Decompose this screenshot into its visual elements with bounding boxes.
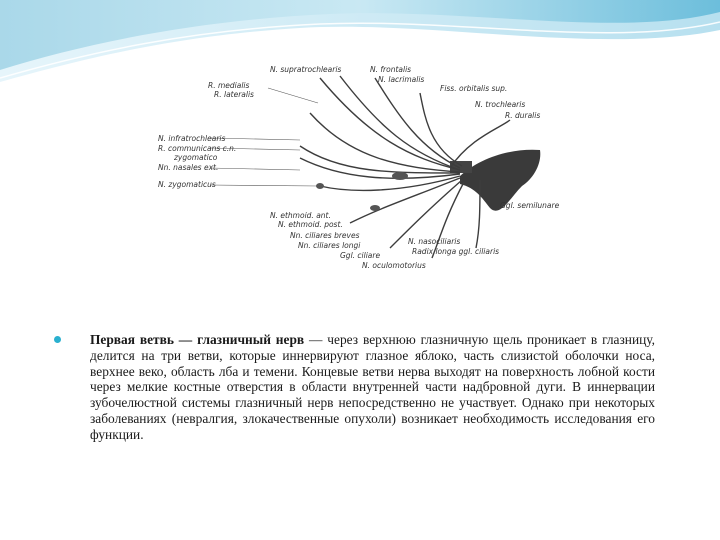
description-text: — через верхнюю глазничную щель проникает в глазницу, делится на три ветви, которые иннервируют глазное яблоко, часть слизистой оболочки носа, верхнее веко, область лба и темени. Концевые ветви нерва выходят на поверхность лобной кости через мелкие костные отверстия в области внутренней части надбровной дуги. В иннервации зубочелюстной системы глазничный нерв непосредственно не участвует. Однако при некоторых заболеваниях (невралгия, злокачественные опухоли) возникает необходимость исследования его функции. bbox=[90, 332, 655, 442]
label-r-duralis: R. duralis bbox=[505, 111, 541, 120]
label-ethmoid-ant: N. ethmoid. ant. bbox=[270, 211, 331, 220]
label-ggl-semilunare: Ggl. semilunare bbox=[500, 201, 560, 210]
label-ethmoid-post: N. ethmoid. post. bbox=[278, 220, 343, 229]
label-zygomaticus: N. zygomaticus bbox=[158, 180, 216, 189]
label-radix-longa: Radix longa ggl. ciliaris bbox=[412, 247, 500, 256]
label-oculomotorius: N. oculomotorius bbox=[362, 261, 426, 270]
label-frontalis: N. frontalis bbox=[370, 65, 412, 74]
label-ciliares-longi: Nn. ciliares longi bbox=[298, 241, 361, 250]
label-r-medialis: R. medialis bbox=[208, 81, 250, 90]
label-ggl-ciliare: Ggl. ciliare bbox=[340, 251, 381, 260]
label-communicans: R. communicans c.n. bbox=[158, 144, 237, 153]
trigeminal-nerve-diagram bbox=[150, 58, 580, 298]
label-nasociliaris: N. nasociliaris bbox=[408, 237, 461, 246]
label-fiss-orbitalis: Fiss. orbitalis sup. bbox=[440, 84, 508, 93]
lead-term: Первая ветвь — глазничный нерв bbox=[90, 332, 305, 347]
label-infratrochlearis: N. infratrochlearis bbox=[158, 134, 226, 143]
label-lacrimalis: N. lacrimalis bbox=[378, 75, 425, 84]
bullet-icon bbox=[54, 336, 61, 343]
description-paragraph bbox=[70, 332, 655, 443]
label-zygomatico: zygomatico bbox=[174, 153, 218, 162]
nerve-illustration bbox=[150, 58, 580, 298]
label-r-lateralis: R. lateralis bbox=[214, 90, 254, 99]
label-ciliares-breves: Nn. ciliares breves bbox=[290, 231, 360, 240]
label-leader-lines bbox=[210, 88, 318, 186]
label-supratrochlearis: N. supratrochlearis bbox=[270, 65, 342, 74]
small-ganglia bbox=[316, 172, 408, 211]
label-nasales-ext: Nn. nasales ext. bbox=[158, 163, 219, 172]
label-trochlearis: N. trochlearis bbox=[475, 100, 526, 109]
description-block bbox=[70, 332, 655, 443]
